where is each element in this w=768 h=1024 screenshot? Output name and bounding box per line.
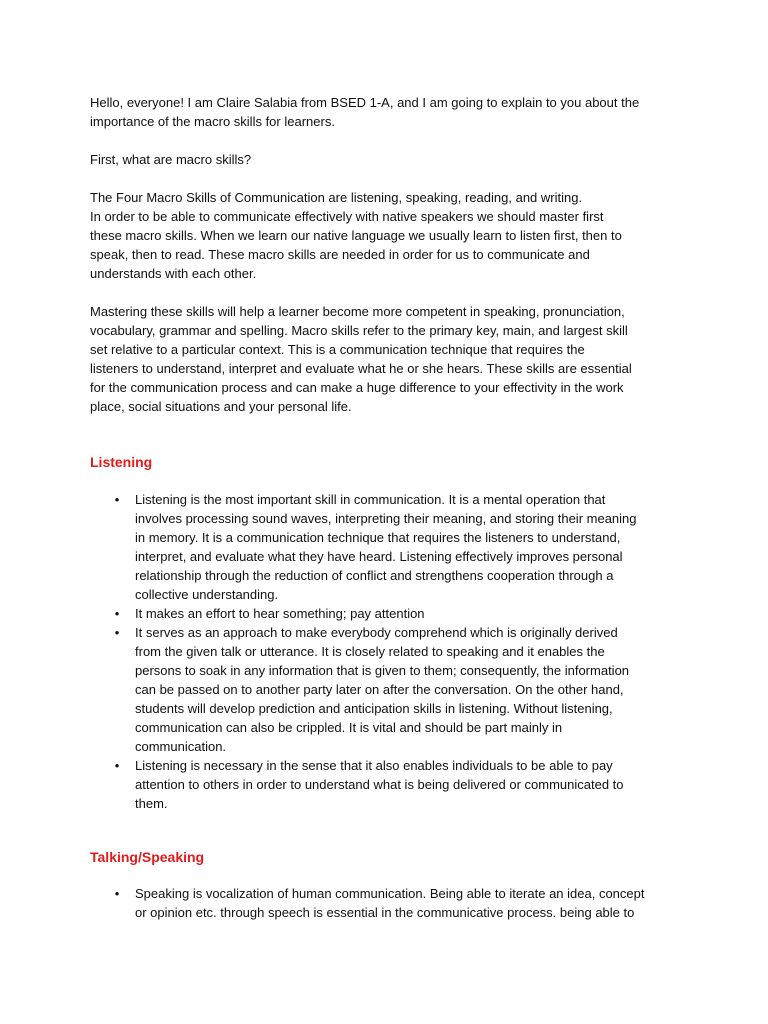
list-item — [90, 756, 680, 813]
listening-heading: Listening — [90, 454, 153, 470]
text-line: in memory. It is a communication technique that requires the listeners to understand, — [135, 530, 621, 545]
text-line: from the given talk or utterance. It is closely related to speaking and it enables the — [135, 644, 605, 659]
text-line: relationship through the reduction of conflict and strengthens cooperation through a — [135, 568, 614, 583]
speaking-heading: Talking/Speaking — [90, 849, 205, 865]
text-line: persons to soak in any information that is given to them; consequently, the information — [135, 663, 630, 678]
text-line: First, what are macro skills? — [90, 152, 252, 167]
list-item — [90, 884, 680, 922]
text-line: importance of the macro skills for learners. — [90, 114, 335, 129]
intro-paragraph — [90, 93, 680, 131]
text-line: for the communication process and can make a huge difference to your effectivity in the work — [90, 380, 624, 395]
text-line: attention to others in order to understand what is being delivered or communicated to — [135, 777, 624, 792]
mastering-paragraph — [90, 302, 680, 416]
text-line: In order to be able to communicate effectively with native speakers we should master first — [90, 209, 604, 224]
bullet-icon: • — [114, 758, 120, 773]
text-line: It serves as an approach to make everybody comprehend which is originally derived — [135, 625, 618, 640]
text-line: these macro skills. When we learn our native language we usually learn to listen first, then to — [90, 228, 622, 243]
text-line: listeners to understand, interpret and evaluate what he or she hears. These skills are essential — [90, 361, 632, 376]
text-line: Listening is the most important skill in communication. It is a mental operation that — [135, 492, 606, 507]
definition-paragraph — [90, 188, 680, 283]
text-line: or opinion etc. through speech is essential in the communicative process. being able to — [135, 905, 635, 920]
text-line: set relative to a particular context. This is a communication technique that requires the — [90, 342, 585, 357]
list-item — [90, 623, 680, 756]
bullet-icon: • — [114, 625, 120, 640]
text-line: collective understanding. — [135, 587, 279, 602]
listening-bullet-list — [90, 490, 680, 813]
bullet-icon: • — [114, 492, 120, 507]
text-line: involves processing sound waves, interpreting their meaning, and storing their meaning — [135, 511, 637, 526]
text-line: Listening is necessary in the sense that it also enables individuals to be able to pay — [135, 758, 613, 773]
text-line: speak, then to read. These macro skills are needed in order for us to communicate and — [90, 247, 590, 262]
text-line: understands with each other. — [90, 266, 257, 281]
speaking-bullet-list — [90, 884, 680, 922]
bullet-icon: • — [114, 886, 120, 901]
text-line: them. — [135, 796, 168, 811]
text-line: can be passed on to another party later on after the conversation. On the other hand, — [135, 682, 624, 697]
text-line: The Four Macro Skills of Communication are listening, speaking, reading, and writing. — [90, 190, 583, 205]
question-paragraph — [90, 150, 680, 169]
text-line: Mastering these skills will help a learner become more competent in speaking, pronunciation, — [90, 304, 625, 319]
text-line: place, social situations and your personal life. — [90, 399, 352, 414]
bullet-icon: • — [114, 606, 120, 621]
list-item — [90, 490, 680, 604]
text-line: Speaking is vocalization of human communication. Being able to iterate an idea, concept — [135, 886, 645, 901]
list-item — [90, 604, 680, 623]
text-line: students will develop prediction and anticipation skills in listening. Without listening, — [135, 701, 613, 716]
text-line: Hello, everyone! I am Claire Salabia from BSED 1-A, and I am going to explain to you about the — [90, 95, 640, 110]
text-line: communication. — [135, 739, 227, 754]
text-line: interpret, and evaluate what they have heard. Listening effectively improves personal — [135, 549, 623, 564]
text-line: It makes an effort to hear something; pay attention — [135, 606, 425, 621]
text-line: vocabulary, grammar and spelling. Macro skills refer to the primary key, main, and largest skill — [90, 323, 628, 338]
document-body — [90, 93, 680, 922]
text-line: communication can also be crippled. It is vital and should be part mainly in — [135, 720, 563, 735]
